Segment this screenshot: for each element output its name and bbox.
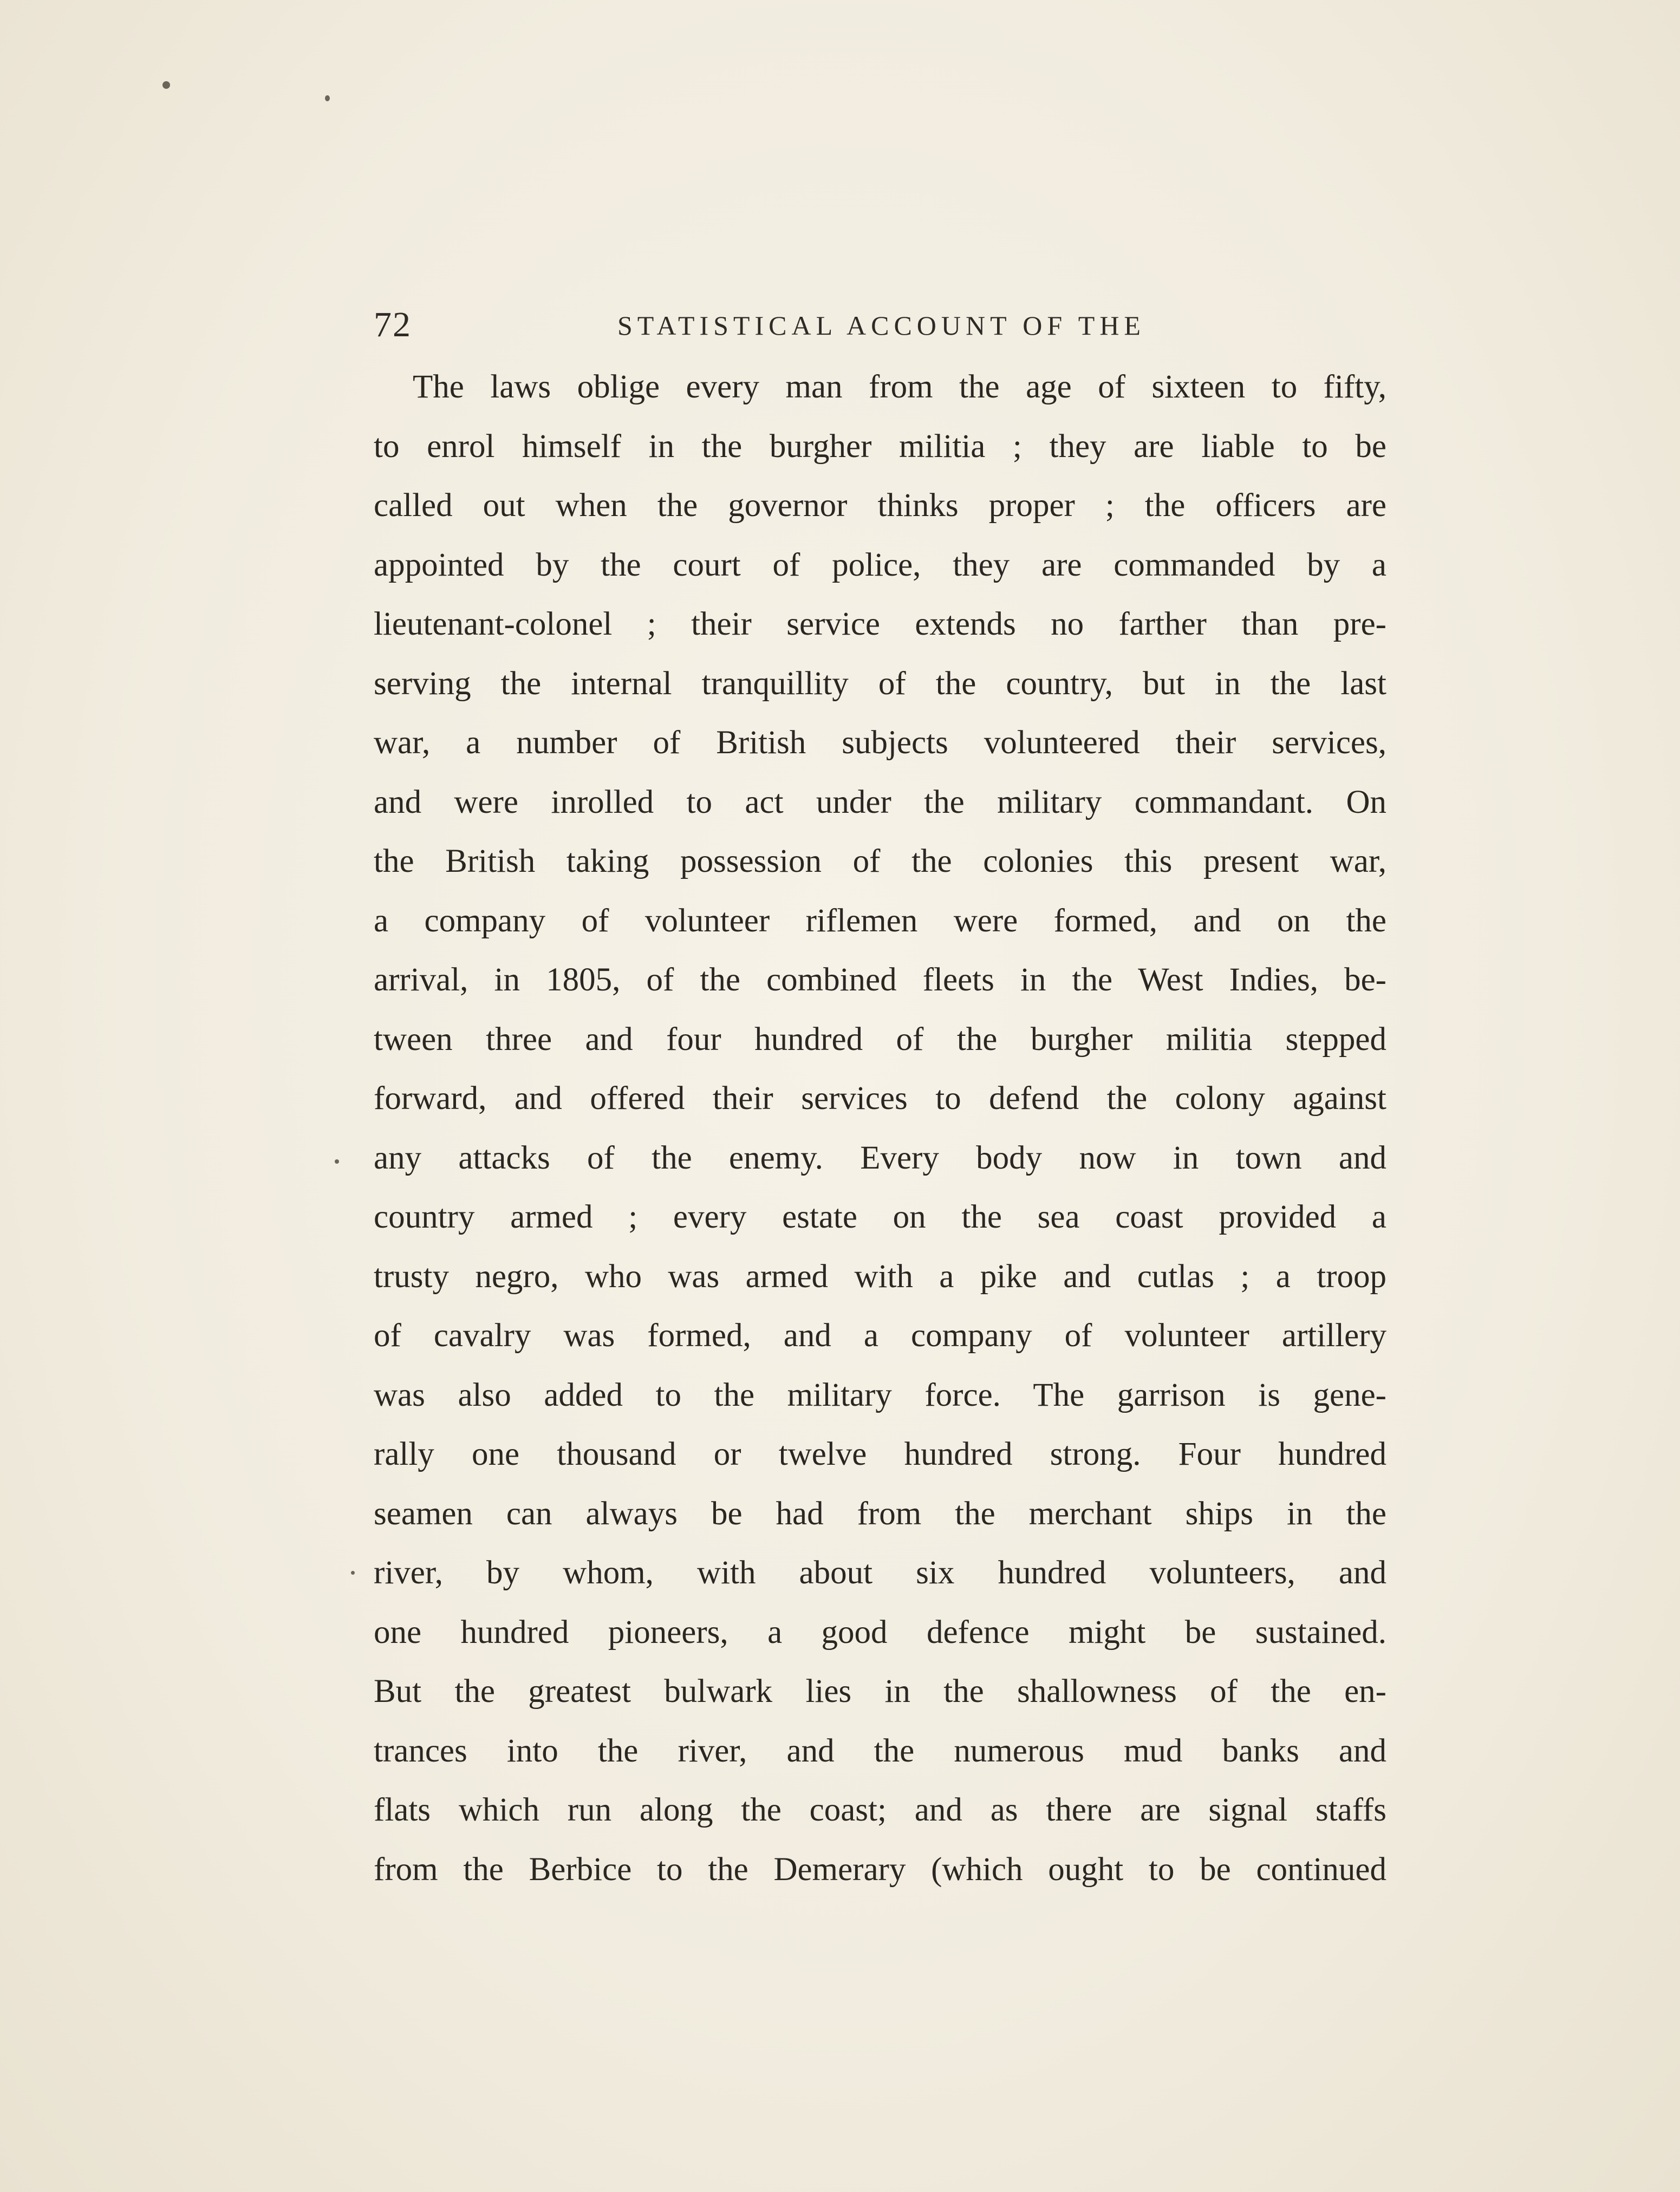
text-line: forward, and offered their services to defend the colony against	[374, 1080, 1386, 1117]
text-line: trances into the river, and the numerous mud banks and	[374, 1732, 1386, 1769]
text-line: one hundred pioneers, a good defence might be sustained.	[374, 1614, 1386, 1650]
text-line: the British taking possession of the colonies this present war,	[374, 843, 1386, 879]
text-line: to enrol himself in the burgher militia ; they are liable to be	[374, 428, 1386, 465]
text-line: was also added to the military force. The garrison is gene-	[374, 1376, 1386, 1413]
text-line: seamen can always be had from the merchant ships in the	[374, 1495, 1386, 1532]
running-head-title: STATISTICAL ACCOUNT OF THE	[617, 310, 1145, 341]
text-line: any attacks of the enemy. Every body now in town and	[374, 1139, 1386, 1176]
ink-speck	[335, 1159, 339, 1164]
ink-speck	[162, 81, 170, 89]
text-line: a company of volunteer riflemen were formed, and on the	[374, 902, 1386, 939]
body-text	[374, 357, 1386, 1899]
page-number: 72	[374, 305, 412, 344]
text-line: serving the internal tranquillity of the country, but in the last	[374, 665, 1386, 702]
ink-speck	[325, 95, 330, 101]
text-line: called out when the governor thinks proper ; the officers are	[374, 487, 1386, 524]
text-line: The laws oblige every man from the age of sixteen to fifty,	[413, 369, 1386, 405]
text-line: arrival, in 1805, of the combined fleets in the West Indies, be-	[374, 962, 1386, 998]
text-line: country armed ; every estate on the sea coast provided a	[374, 1199, 1386, 1235]
text-line: But the greatest bulwark lies in the shallowness of the en-	[374, 1673, 1386, 1710]
text-line: appointed by the court of police, they are commanded by a	[374, 546, 1386, 583]
text-line: rally one thousand or twelve hundred strong. Four hundred	[374, 1436, 1386, 1472]
text-line: from the Berbice to the Demerary (which ought to be continued	[374, 1851, 1386, 1888]
text-line: lieutenant-colonel ; their service extends no farther than pre-	[374, 606, 1386, 642]
text-line: of cavalry was formed, and a company of volunteer artillery	[374, 1317, 1386, 1354]
text-line: flats which run along the coast; and as there are signal staffs	[374, 1792, 1386, 1828]
text-line: war, a number of British subjects volunteered their services,	[374, 725, 1386, 761]
text-line: and were inrolled to act under the military commandant. On	[374, 784, 1386, 820]
running-head	[374, 301, 1430, 349]
text-line: tween three and four hundred of the burgher militia stepped	[374, 1021, 1386, 1058]
ink-speck	[351, 1571, 355, 1575]
text-line: river, by whom, with about six hundred volunteers, and	[374, 1555, 1386, 1591]
text-line: trusty negro, who was armed with a pike and cutlas ; a troop	[374, 1258, 1386, 1295]
